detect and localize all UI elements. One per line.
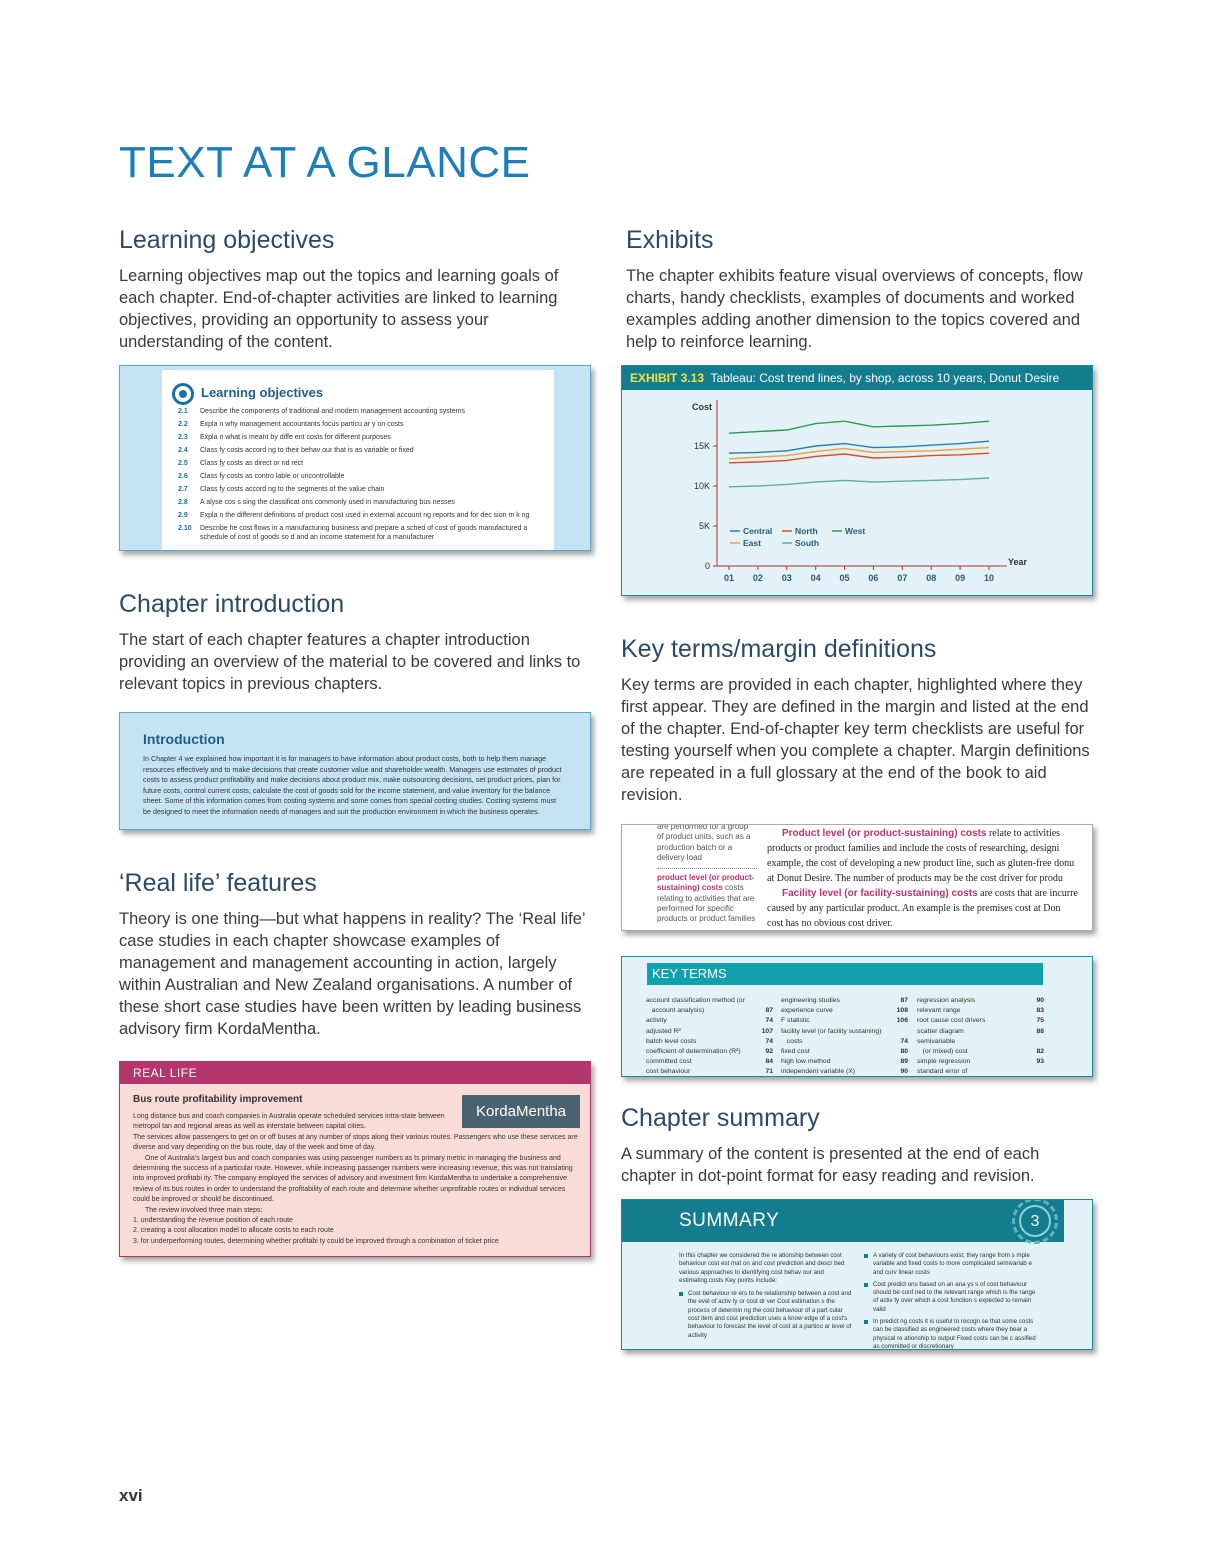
body-line: cost has no obvious cost driver.: [767, 918, 893, 929]
key-term-entry: [917, 1037, 1044, 1047]
key-term: regression analysis: [917, 997, 976, 1004]
key-term-entry: [781, 1047, 908, 1057]
summary-bullet: Cost predict ons based on an ana ys s of cost behaviour should be conf ned to the relevant range which is the range of activ ty over which a cost function s expected to remain valid: [864, 1281, 1040, 1314]
key-term-page: 106: [896, 1017, 908, 1025]
real-life-step: 3. for underperforming routes, determining whether profitabi ty could be improved through a combination of ticket price: [133, 1237, 499, 1245]
learning-objective-item: [178, 525, 548, 542]
learning-objectives-page: [162, 370, 554, 551]
kordamentha-logo: KordaMentha: [462, 1095, 580, 1128]
key-term-entry: [917, 1027, 1044, 1037]
summary-panel-header: SUMMARY: [622, 1200, 1064, 1242]
margin-column: [657, 824, 757, 925]
learning-objective-item: [178, 408, 548, 417]
learning-objective-text: Describe the components of traditional and modern management accounting systems: [200, 408, 465, 415]
key-term: activity: [646, 1017, 667, 1025]
key-term-entry: [781, 996, 908, 1006]
learning-objective-number: 2.5: [178, 460, 188, 467]
key-term-page: 74: [900, 1037, 908, 1045]
key-term-page: 74: [765, 1037, 773, 1045]
learning-objective-number: 2.8: [178, 499, 188, 506]
key-term: batch level costs: [646, 1037, 697, 1045]
key-term: independent variable (X): [781, 1068, 856, 1076]
learning-objective-text: Class fy costs as direct or nd rect: [200, 460, 304, 467]
summary-sample: [621, 1199, 1093, 1350]
learning-objectives-description: Learning objectives map out the topics and learning goals of each chapter. End-of-chapter activities are linked to learning objectives, providing an opportunity to assess your understanding of the content.: [119, 267, 559, 351]
key-term-page: 87: [765, 1007, 773, 1015]
key-term-entry: [646, 1067, 773, 1077]
margin-definition-sample: [621, 824, 1093, 931]
key-term-entry: [781, 1016, 908, 1026]
exhibit-header: [622, 366, 1092, 390]
key-terms-description: Key terms are provided in each chapter, highlighted where they first appear. They are defined in the margin and listed at the end of the chapter. End-of-chapter key term checklists are useful for testing yourself when you complete a chapter. Margin definitions are repeated in a full glossary at the end of the book to aid revision.: [621, 676, 1090, 804]
real-life-panel-text: [133, 1112, 581, 1247]
legend-label-east: East: [743, 538, 761, 548]
key-term: committed cost: [646, 1058, 692, 1066]
key-terms-heading: Key terms/margin definitions: [621, 635, 937, 663]
y-tick-label: 15K: [693, 441, 710, 451]
key-term-page: 75: [1036, 1017, 1044, 1025]
x-tick-label: 07: [897, 573, 908, 583]
key-term-page: 108: [896, 1007, 908, 1015]
key-term-entry: [646, 1006, 773, 1016]
key-term-entry: [781, 1057, 908, 1067]
x-tick-label: 04: [810, 573, 821, 583]
y-tick-label: 10K: [693, 481, 710, 491]
chapter-summary-heading: Chapter summary: [621, 1104, 820, 1132]
x-tick-label: 03: [781, 573, 792, 583]
chapter-introduction-description: The start of each chapter features a chapter introduction providing an overview of the material to be covered and links to relevant topics in previous chapters.: [119, 631, 581, 693]
x-tick-label: 06: [868, 573, 879, 583]
key-term: high low method: [781, 1058, 831, 1066]
key-term-page: 92: [765, 1048, 773, 1056]
series-line-central: [729, 441, 989, 453]
body-line-text: are costs that are incurre: [980, 888, 1078, 899]
real-life-paragraph: The review involved three main steps:: [145, 1206, 263, 1214]
key-term: standard error of: [917, 1068, 968, 1076]
key-term-entry: [646, 1057, 773, 1067]
x-tick-label: 02: [752, 573, 763, 583]
key-term-entry: [781, 1006, 908, 1016]
key-term-highlight: Product level (or product-sustaining) costs: [782, 828, 987, 839]
key-terms-panel-header: KEY TERMS: [647, 963, 1043, 985]
key-term: account classification method (or: [646, 997, 745, 1004]
learning-objective-text: A alyse cos s sing the classificat ons commonly used in manufacturing bus nesses: [200, 499, 455, 506]
learning-objective-text: Class fy costs accord ng to their behav our that is as variable or fixed: [200, 447, 414, 454]
real-life-paragraph: The services allow passengers to get on or off buses at any number of stops along their various routes. Passengers who use these services are diverse and vary depending on the bus route, day of the week and time of day.: [133, 1133, 578, 1152]
key-terms-column: [917, 996, 1044, 1077]
body-line: at Donut Desire. The number of products may be the cost driver for produ: [767, 873, 1063, 884]
key-term: simple regression: [917, 1058, 971, 1066]
learning-objective-item: [178, 499, 548, 508]
real-life-panel-subtitle: Bus route profitability improvement: [133, 1094, 303, 1105]
real-life-step: 1. understanding the revenue position of each route: [133, 1217, 293, 1225]
key-term-page: 107: [761, 1027, 773, 1035]
legend-label-north: North: [795, 526, 818, 536]
chapter-introduction-heading: Chapter introduction: [119, 590, 345, 618]
summary-bullet: A variety of cost behaviours exist; they range from s mple variable and fixed costs to more complicated semivariab e and curv linear costs: [864, 1252, 1040, 1277]
key-term-entry: [781, 1037, 908, 1047]
learning-objectives-list: [178, 408, 548, 547]
key-term-entry: [917, 1047, 1044, 1057]
key-term-entry: [917, 1057, 1044, 1067]
y-tick-label: 5K: [698, 521, 710, 531]
key-term: F statistic: [781, 1017, 810, 1025]
page-title: TEXT AT A GLANCE: [119, 138, 531, 187]
key-term: root cause cost drivers: [917, 1017, 986, 1025]
series-line-south: [729, 478, 989, 487]
summary-bullet: In predict ng costs it is useful to recogn se that some costs can be classified as engineered costs where they bear a physical re ationship to output Fixed costs can be c assified as committed or discretionary: [864, 1318, 1040, 1350]
learning-objectives-panel-title: Learning objectives: [201, 385, 324, 400]
real-life-heading: ‘Real life’ features: [119, 869, 317, 897]
x-tick-label: 08: [926, 573, 937, 583]
key-term: semivariable: [917, 1037, 956, 1045]
learning-objective-number: 2.10: [178, 525, 192, 532]
real-life-description: Theory is one thing—but what happens in reality? The ‘Real life’ case studies in each chapter showcase examples of management and management accounting in action, largely within Australian and New Zealand organisations. A number of these short case studies have been written by leading business advisory firm KordaMentha.: [119, 910, 585, 1038]
key-term-page: 74: [765, 1017, 773, 1025]
key-term-entry: [646, 996, 773, 1006]
key-term-page: 80: [900, 1048, 908, 1056]
key-term: coefficient of determination (R²): [646, 1048, 741, 1056]
x-tick-label: 10: [983, 573, 995, 583]
body-line: products or product families and include the costs of researching, designi: [767, 843, 1060, 854]
key-term: account analysis): [646, 1007, 705, 1015]
key-term-page: 88: [1036, 1027, 1044, 1035]
legend-label-central: Central: [743, 526, 773, 536]
learning-objective-text: Expla n why management accountants focus particu ar y on costs: [200, 421, 404, 428]
key-terms-sample: [621, 956, 1093, 1077]
body-line: example, the cost of developing a new product line, such as gluten-free donu: [767, 858, 1075, 869]
learning-objective-number: 2.6: [178, 473, 188, 480]
learning-objective-text: Class fy costs accord ng to the segments of the value chain: [200, 486, 385, 493]
body-line: [767, 886, 1093, 901]
key-term-page: 71: [765, 1068, 773, 1076]
margin-term-definition: costs relating to activities that are performed for specific products or product families: [657, 883, 756, 924]
key-term: scatter diagram: [917, 1027, 964, 1035]
margin-definition: [657, 873, 757, 924]
learning-objective-number: 2.2: [178, 421, 188, 428]
learning-objective-item: [178, 486, 548, 495]
key-term: fixed cost: [781, 1048, 810, 1056]
learning-objective-item: [178, 460, 548, 469]
exhibits-heading: Exhibits: [626, 226, 714, 254]
learning-objective-number: 2.7: [178, 486, 188, 493]
key-term: cost behaviour: [646, 1068, 691, 1076]
cost-trend-chart: [622, 390, 1092, 595]
y-tick-label: 0: [704, 561, 710, 571]
key-term: (or mixed) cost: [917, 1048, 968, 1056]
x-tick-label: 01: [723, 573, 735, 583]
key-term-page: 89: [900, 1058, 908, 1066]
key-term-page: 90: [900, 1068, 908, 1076]
learning-objective-number: 2.3: [178, 434, 188, 441]
margin-text: are performed for a group of product units, such as a production batch or a delivery load: [657, 824, 751, 862]
introduction-sample: [119, 712, 591, 830]
learning-objective-text: Class fy costs as contro lable or uncontrollable: [200, 473, 345, 480]
key-term-page: 93: [1036, 1058, 1044, 1066]
margin-term: product level (or product-sustaining) costs: [657, 873, 755, 893]
exhibits-description: The chapter exhibits feature visual overviews of concepts, flow charts, handy checklists, examples of documents and worked examples adding another dimension to the topics covered and help to reinforce learning.: [626, 267, 1083, 351]
key-term-entry: [646, 1037, 773, 1047]
real-life-panel-header: REAL LIFE: [120, 1062, 590, 1084]
series-line-west: [729, 421, 989, 433]
key-term-entry: [646, 1027, 773, 1037]
key-term-entry: [781, 1067, 908, 1077]
summary-bullet: Cost behaviour re ers to he relationship between a cost and the evel of activ ty or cost dr ver Cost estimation s the process of determin ng the cost behaviour of a part cular cost item and cost prediction uses a know edge of a cost's behaviour to forecast the level of cost at a particu ar level of activity: [679, 1290, 853, 1340]
learning-objective-text: Expla n the different definitions of product cost used in external account ng reports and for dec sion m k ng: [200, 512, 530, 519]
key-term-entry: [917, 1006, 1044, 1016]
series-line-north: [729, 453, 989, 463]
key-term: adjusted R²: [646, 1027, 681, 1035]
x-tick-label: 09: [955, 573, 966, 583]
learning-objective-item: [178, 473, 548, 482]
learning-objective-item: [178, 512, 548, 521]
margin-divider: [657, 868, 757, 869]
summary-column-left: [679, 1252, 853, 1344]
chapter-number-badge: 3: [1019, 1205, 1051, 1237]
key-term: facility level (or facility sustaining): [781, 1027, 882, 1035]
x-axis-label: Year: [1008, 557, 1028, 567]
key-term-page: 87: [900, 997, 908, 1004]
key-term: engineering studies: [781, 997, 840, 1004]
introduction-panel-title: Introduction: [143, 731, 225, 747]
learning-objectives-sample: [119, 365, 591, 551]
page-number: xvi: [119, 1486, 143, 1505]
key-term-page: 83: [1036, 1007, 1044, 1015]
exhibit-title: Tableau: Cost trend lines, by shop, across 10 years, Donut Desire: [710, 371, 1060, 385]
exhibit-sample: [621, 365, 1093, 596]
key-term-page: 82: [1036, 1048, 1044, 1056]
learning-objective-item: [178, 447, 548, 456]
key-term-entry: [781, 1027, 908, 1037]
summary-column-right: [864, 1252, 1040, 1350]
body-line: [767, 826, 1093, 841]
body-line: caused by any particular product. An example is the premises cost at Don: [767, 903, 1061, 914]
key-term-entry: [646, 1047, 773, 1057]
summary-intro: In this chapter we considered the re ationship between cost behaviour cost est mat on and cost prediction and descr bed various approaches to identifying cost behav our and estimating costs Key points include:: [679, 1252, 845, 1284]
key-term: costs: [781, 1037, 803, 1045]
learning-objective-number: 2.1: [178, 408, 188, 415]
x-tick-label: 05: [839, 573, 850, 583]
real-life-step: 2. creating a cost allocation model to allocate costs to each route: [133, 1227, 334, 1235]
target-icon: [172, 383, 194, 405]
y-axis-label: Cost: [692, 402, 712, 412]
learning-objective-text: Expla n what is meant by diffe ent costs for different purposes: [200, 434, 391, 441]
key-term-entry: [917, 996, 1044, 1006]
real-life-paragraph: Long distance bus and coach companies in Australia operate scheduled services intra-state between metropol tan and regional areas as well as interstate between capital cities.: [133, 1113, 445, 1131]
chapter-summary-description: A summary of the content is presented at the end of each chapter in dot-point format for easy reading and revision.: [621, 1145, 1040, 1185]
key-term-entry: [646, 1016, 773, 1026]
introduction-panel-text: In Chapter 4 we explained how important it is for managers to have information about product costs, both to help them manage resources effectively and to make decisions that create customer value and shareholder wealth. Managers use estimates of product costs to assess product profitability and make decisions about product mix, make outsourcing decisions, set product prices, plan for future costs, control current costs, calculate the cost of goods sold for the income statement, and value inventory for the balance sheet. Some of this information comes from costing systems and some comes from special costing studies. Costing systems must be designed to meet the information needs of managers and suit the production environment in which the business operates.: [143, 754, 562, 816]
legend-label-south: South: [795, 538, 820, 548]
key-term-entry: [917, 1067, 1044, 1077]
learning-objective-item: [178, 421, 548, 430]
key-term-page: 84: [765, 1058, 773, 1066]
key-term-highlight: Facility level (or facility-sustaining) costs: [782, 888, 978, 899]
learning-objective-item: [178, 434, 548, 443]
series-line-east: [729, 448, 989, 459]
real-life-sample: [119, 1061, 591, 1257]
key-term: experience curve: [781, 1007, 833, 1015]
legend-label-west: West: [845, 526, 866, 536]
key-term: relevant range: [917, 1007, 961, 1015]
learning-objective-text: Describe he cost flows in a manufacturing business and prepare a sched of cost of goods manufactured a schedule of cost of goods so d and an income statement for a manufacturer: [200, 525, 528, 541]
key-terms-column: [781, 996, 908, 1077]
key-terms-column: [646, 996, 773, 1077]
body-text-column: [767, 826, 1093, 931]
learning-objective-number: 2.4: [178, 447, 188, 454]
learning-objectives-heading: Learning objectives: [119, 226, 335, 254]
key-term-entry: [917, 1016, 1044, 1026]
key-term-page: 90: [1036, 997, 1044, 1004]
body-line-text: relate to activities: [988, 828, 1061, 839]
learning-objective-number: 2.9: [178, 512, 188, 519]
exhibit-label: EXHIBIT 3.13: [630, 371, 705, 385]
real-life-paragraph: One of Australia’s largest bus and coach companies was using passenger numbers as ts primary metric in managing the business and determining the success of a particular route. However, while increasing passenger numbers were increasing revenue, this was not translating into improved profitabi ity. The company employed the services of advisory and investment firm KordaMentha to undertake a comprehensive review of its bus routes in order to understand the profitability of each route and determine whether unprofitable routes or individual services could be improved or should be discontinued.: [133, 1154, 573, 1204]
